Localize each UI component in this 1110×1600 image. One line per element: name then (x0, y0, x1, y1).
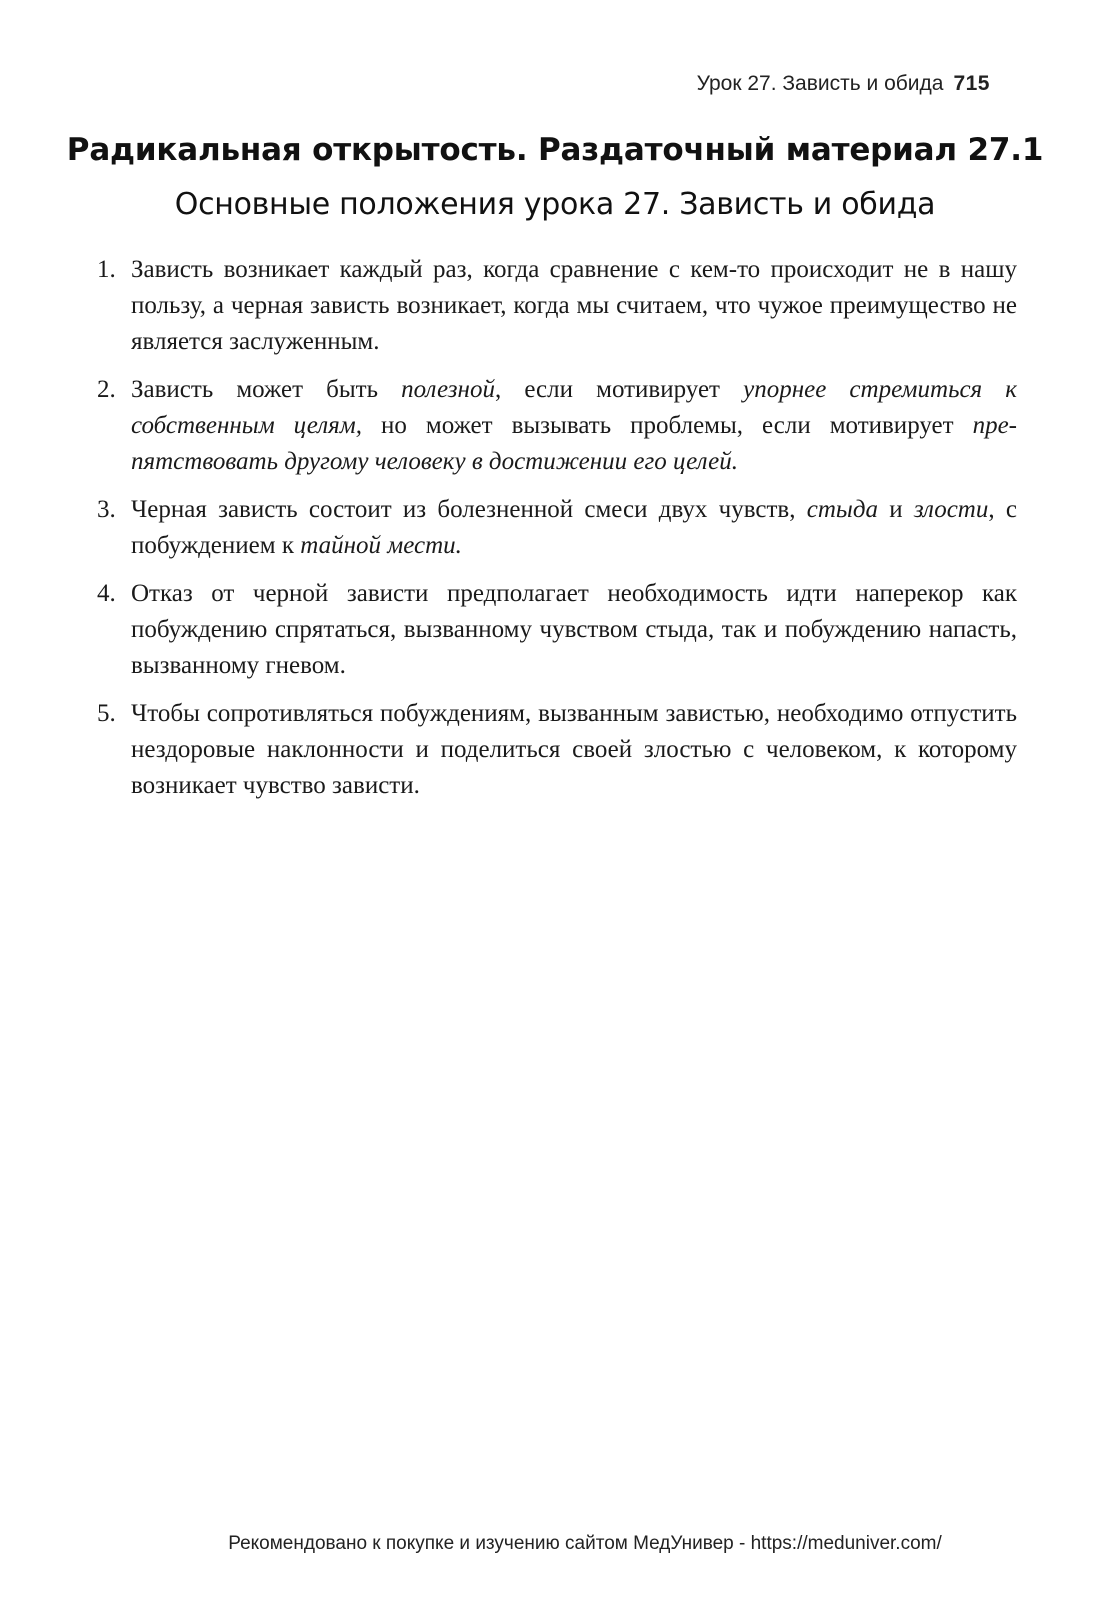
list-item-emphasis: стыда (806, 496, 878, 523)
list-item-text: Черная зависть состоит из болезненной смеси двух чувств, (131, 496, 807, 523)
footer-note: Рекомендовано к покупке и изучению сайтом МедУнивер - https://meduniver.com/ (228, 1533, 942, 1554)
list-item-emphasis: препятствовать другому человеку в достижении его целей. (131, 412, 1017, 475)
page-subtitle: Основные положения урока 27. Зависть и обида (174, 187, 936, 222)
running-head (697, 72, 990, 96)
list-item-number: 1. (97, 256, 116, 283)
page-number: 715 (953, 72, 990, 95)
list-item (97, 576, 1017, 684)
list-item-emphasis: тайной мести. (300, 532, 462, 559)
list-item (97, 492, 1017, 564)
list-item-emphasis: злости (913, 496, 989, 523)
list-item-text: Зависть возникает каждый раз, когда сравнение с кем-то происходит не в нашу пользу, а черная зависть возникает, когда мы считаем, что чужое преимущество не является заслуженным. (131, 256, 1017, 355)
page-title: Радикальная открытость. Раздаточный материал 27.1 (66, 132, 1044, 168)
list-item (97, 252, 1017, 360)
list-item-text: Чтобы сопротивляться побуждениям, вызванным завистью, необходимо отпустить нездоровые наклонности и поделиться своей злостью с человеком, к которому возникает чувство зависти. (131, 700, 1017, 799)
list-item-number: 4. (97, 580, 116, 607)
list-item-text: Зависть может быть (131, 376, 402, 403)
list-item-emphasis: полезной (401, 376, 495, 403)
list-item-number: 3. (97, 496, 116, 523)
list-item-number: 2. (97, 376, 116, 403)
key-points-list (97, 252, 1017, 816)
list-item-text: , с побуждением к (131, 496, 1017, 559)
list-item-text: , если мотивирует (494, 376, 744, 403)
list-item-text: Отказ от черной зависти предполагает необходимость идти наперекор как побуждению спрятаться, вызванному чувством стыда, так и побуждению напасть, вызванному гневом. (131, 580, 1017, 679)
list-item-text: и (877, 496, 914, 523)
list-item-number: 5. (97, 700, 116, 727)
list-item-text: но может вызывать проблемы, если мотивирует (362, 412, 973, 439)
list-item (97, 372, 1017, 480)
list-item (97, 696, 1017, 804)
running-head-text: Урок 27. Зависть и обида (696, 72, 944, 95)
list-item-emphasis: упорнее стремиться к собственным целям, (131, 376, 1017, 439)
